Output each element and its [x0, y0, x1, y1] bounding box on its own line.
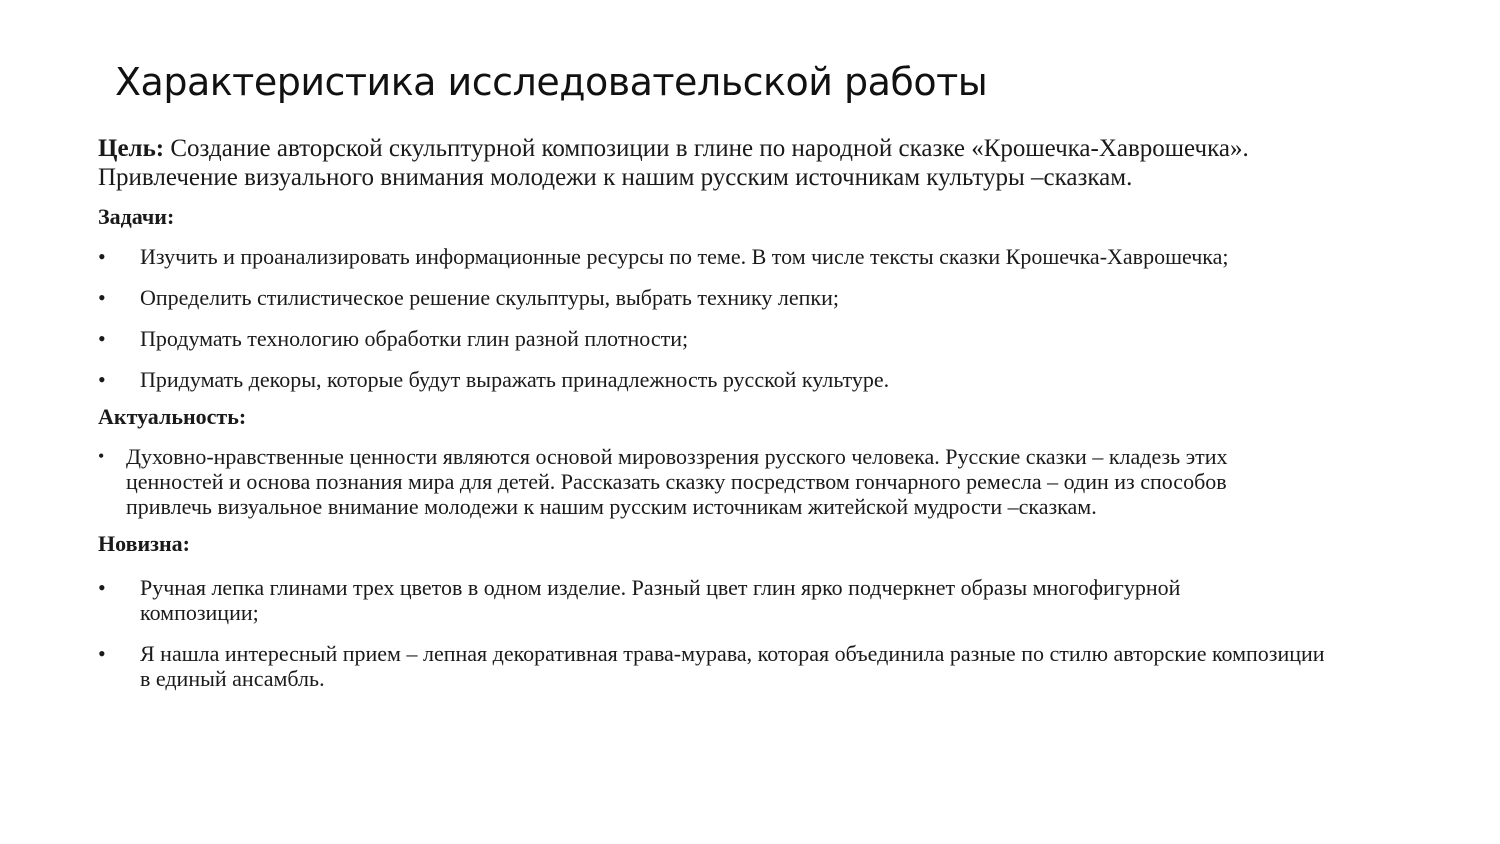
- novelty-text-1: Ручная лепка глинами трех цветов в одном изделие. Разный цвет глин ярко подчеркнет образы многофигурной композиции;: [140, 575, 1181, 625]
- task-text-4: Придумать декоры, которые будут выражать принадлежность русской культуре.: [140, 367, 890, 392]
- goal-line-2: Привлечение визуального внимания молодежи к нашим русским источникам культуры –сказкам.: [98, 164, 1133, 191]
- task-text-1: Изучить и проанализировать информационные ресурсы по теме. В том числе тексты сказки Крошечка-Хаврошечка;: [140, 244, 1229, 269]
- goal-label: Цель:: [98, 135, 165, 162]
- list-item: [98, 575, 1260, 625]
- relevance-text-1: Духовно-нравственные ценности являются основой мировоззрения русского человека. Русские сказки – кладезь этих ценностей и основа познания мира для детей. Рассказать сказку посредством гончарного ремесла – один из способов привлечь визуальное внимание молодежи к нашим русским источникам житейской мудрости –сказкам.: [126, 444, 1228, 519]
- task-text-2: Определить стилистическое решение скульптуры, выбрать технику лепки;: [140, 285, 839, 310]
- list-item: [98, 367, 1358, 392]
- bullet-icon: •: [98, 326, 106, 351]
- novelty-text-2: Я нашла интересный прием – лепная декоративная трава-мурава, которая объединила разные по стилю авторские композиции в единый ансамбль.: [140, 641, 1325, 691]
- bullet-icon: •: [98, 244, 106, 269]
- list-item: [98, 444, 1316, 519]
- slide-content: [98, 134, 1358, 691]
- bullet-icon: •: [98, 285, 106, 310]
- list-item: [98, 244, 1320, 269]
- task-text-3: Продумать технологию обработки глин разной плотности;: [140, 326, 689, 351]
- tasks-heading: Задачи:: [98, 204, 175, 229]
- list-item: [98, 641, 1340, 691]
- bullet-icon: •: [98, 367, 106, 392]
- novelty-heading: Новизна:: [98, 531, 190, 556]
- bullet-icon: •: [98, 575, 106, 600]
- relevance-heading: Актуальность:: [98, 404, 247, 429]
- novelty-list: [98, 575, 1358, 691]
- goal-text: Создание авторской скульптурной композиции в глине по народной сказке «Крошечка-Хаврошечка».: [164, 135, 1249, 162]
- bullet-icon: •: [98, 641, 106, 666]
- relevance-list: [98, 444, 1358, 519]
- tasks-list: [98, 244, 1358, 392]
- list-item: [98, 285, 1358, 310]
- slide-title: Характеристика исследовательской работы: [115, 60, 988, 104]
- list-item: [98, 326, 1358, 351]
- bullet-icon: •: [98, 446, 105, 466]
- goal-paragraph: [98, 134, 1358, 192]
